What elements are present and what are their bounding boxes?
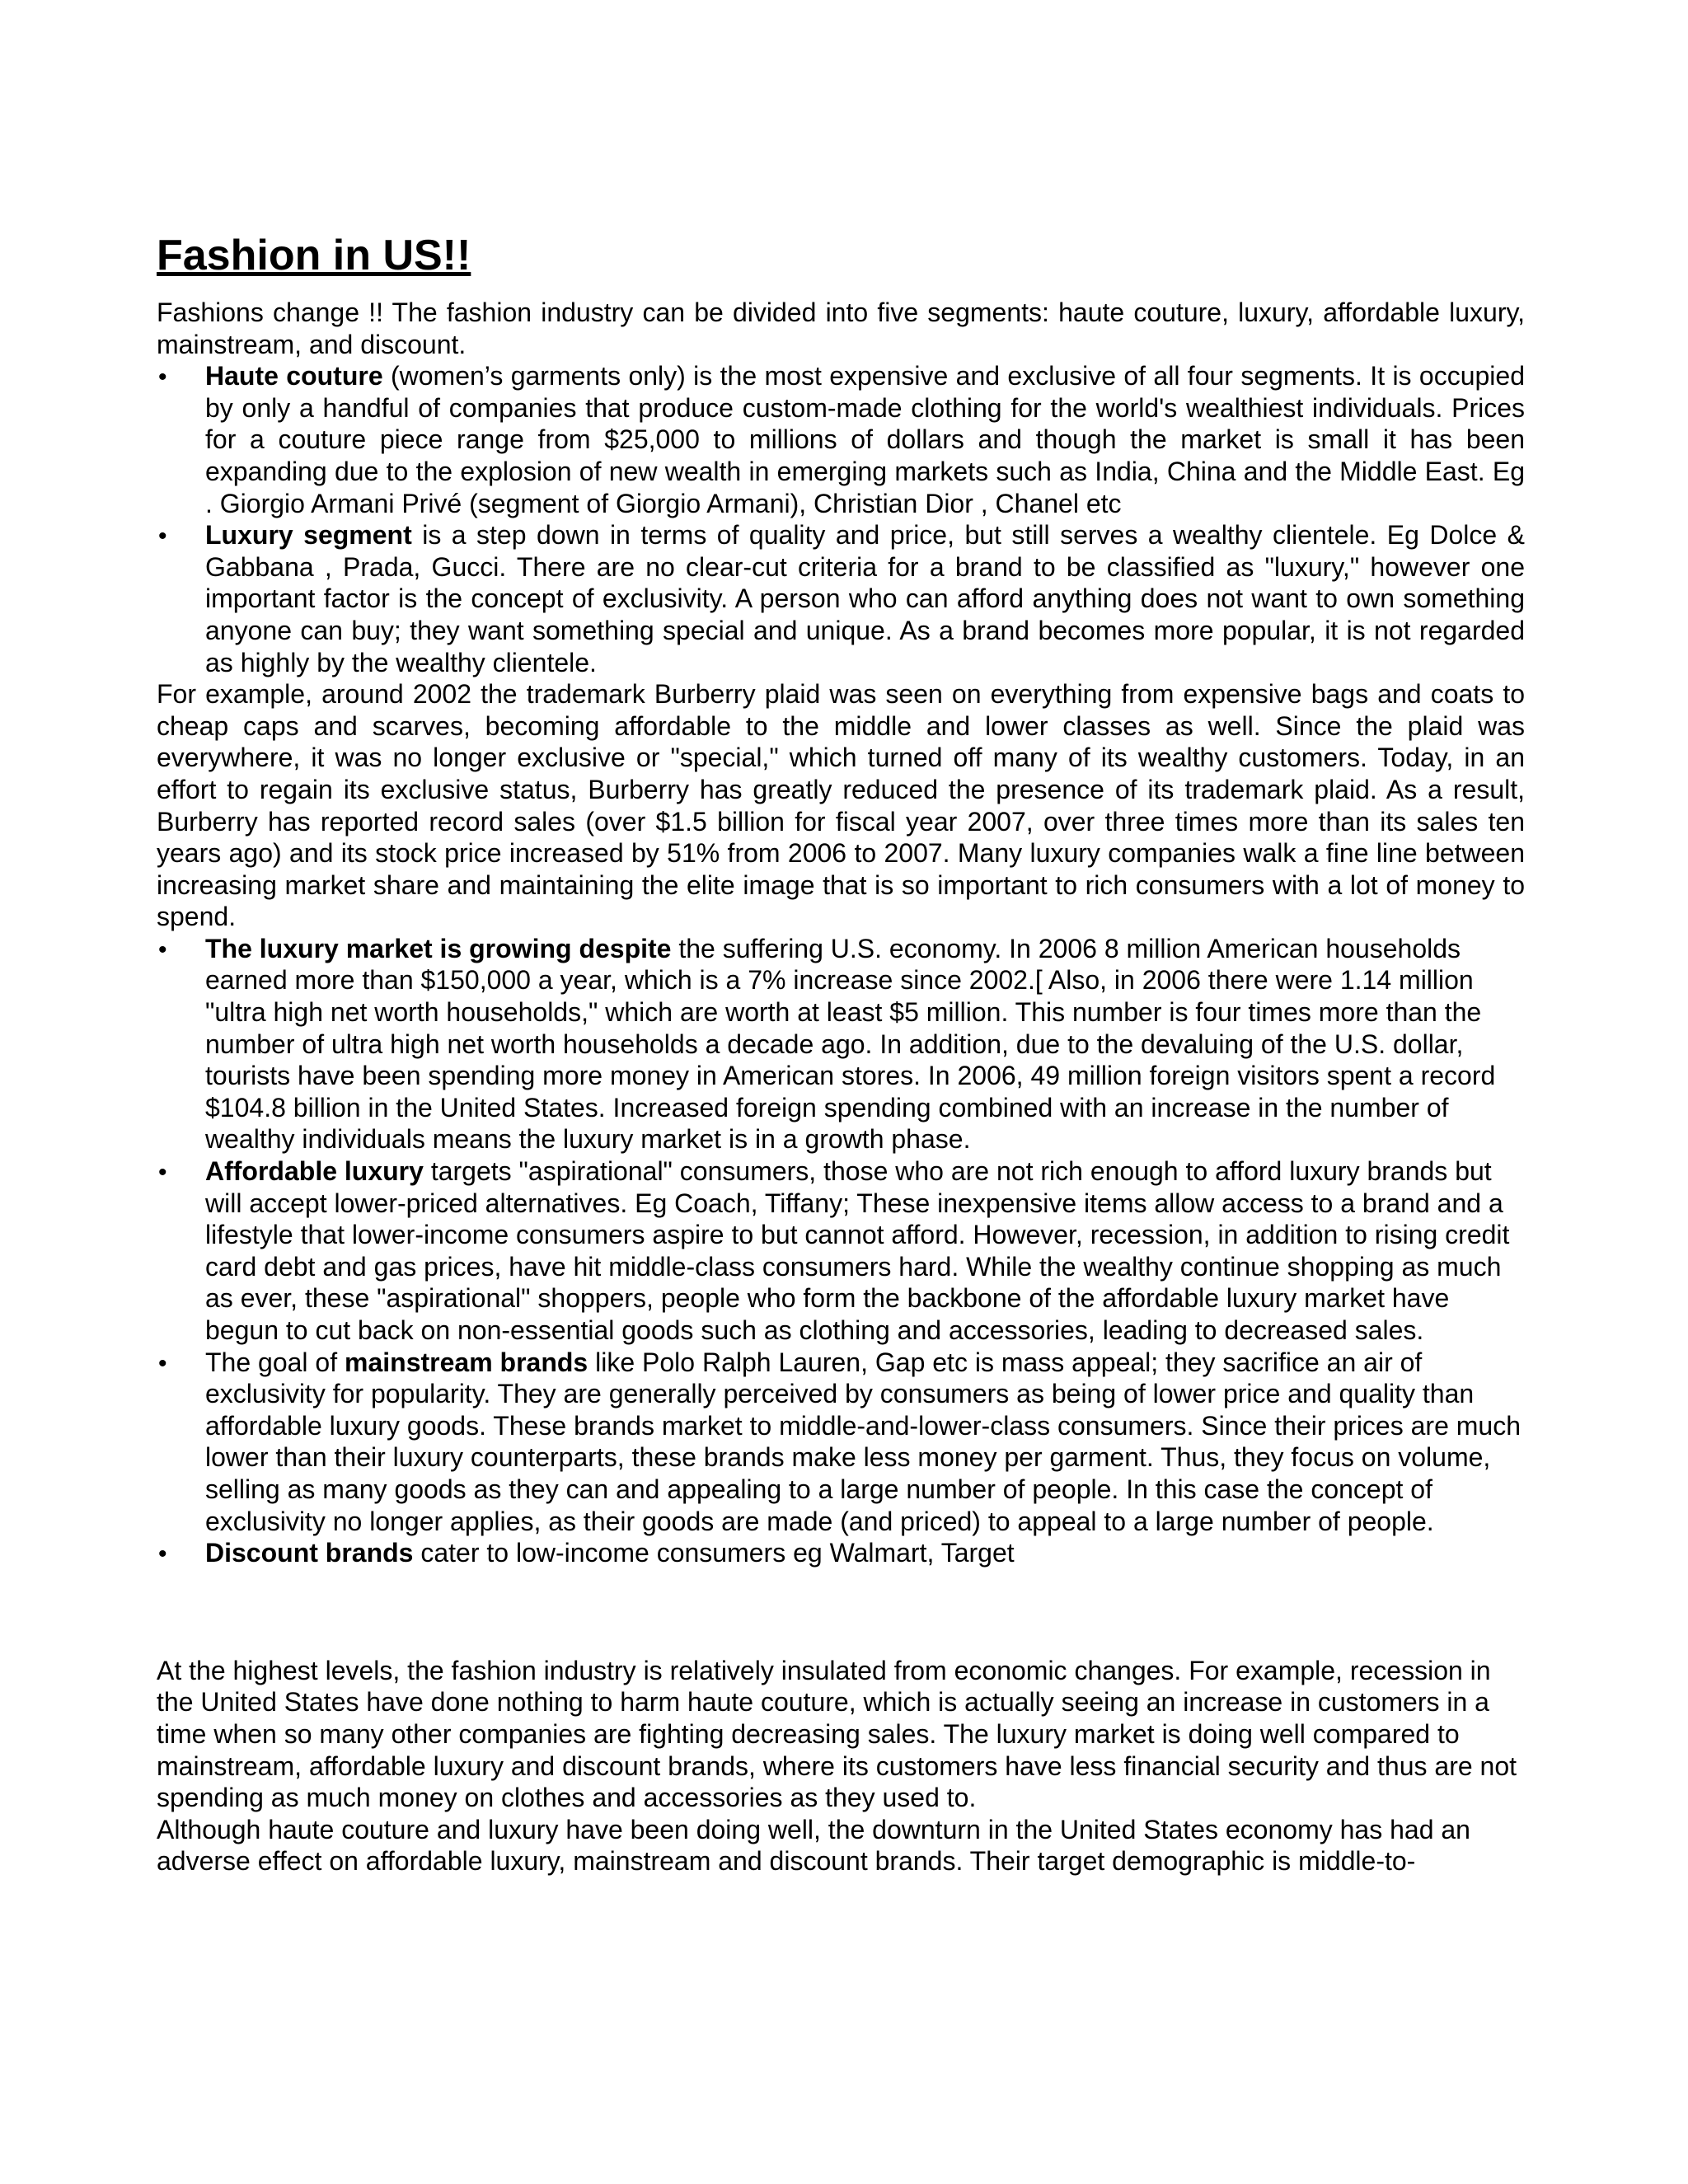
list-item-text [205, 1537, 1525, 1569]
list-item-text [205, 1155, 1525, 1347]
bullet-icon: • [158, 1540, 167, 1568]
term-bold: mainstream brands [345, 1347, 588, 1377]
term-lead: The goal of [205, 1347, 345, 1377]
document-page [157, 223, 1525, 1877]
list-item-mainstream-brands [157, 1347, 1525, 1538]
burberry-example-paragraph: For example, around 2002 the trademark Burberry plaid was seen on everything from expensive bags and coats to cheap caps and scarves, becoming affordable to the middle and lower classes as well. Since the plaid was everywhere, it was no longer exclusive or "special," which turned off many of its wealthy customers. Today, in an effort to regain its exclusive status, Burberry has greatly reduced the presence of its trademark plaid. As a result, Burberry has reported record sales (over $1.5 billion for fiscal year 2007, over three times more than its sales ten years ago) and its stock price increased by 51% from 2006 to 2007. Many luxury companies walk a fine line between increasing market share and maintaining the elite image that is so important to rich consumers with a lot of money to spend. [157, 679, 1525, 932]
bullet-icon: • [158, 523, 167, 551]
list-item-discount-brands [157, 1537, 1525, 1569]
list-item-affordable-luxury [157, 1155, 1525, 1347]
term-bold: Luxury segment [205, 520, 412, 551]
bullet-icon: • [158, 363, 167, 391]
intro-paragraph: Fashions change !! The fashion industry can be divided into five segments: haute couture, luxury, affordable luxury, mainstream, and discount. [157, 298, 1525, 359]
list-item-text [205, 519, 1525, 678]
bullet-icon: • [158, 935, 167, 963]
segment-list-1 [157, 360, 1525, 678]
term-bold: Discount brands [205, 1538, 414, 1568]
term-description: like Polo Ralph Lauren, Gap etc is mass appeal; they sacrifice an air of exclusivity for popularity. They are generally perceived by consumers as being of lower price and quality than affordable luxury goods. These brands market to middle-and-lower-class consumers. Since their prices are much lower than their luxury counterparts, these brands make less money per garment. Thus, they focus on volume, selling as many goods as they can and appealing to a large number of people. In this case the concept of exclusivity no longer applies, as their goods are made (and priced) to appeal to a large number of people. [205, 1347, 1521, 1536]
closing-paragraph-2: Although haute couture and luxury have been doing well, the downturn in the United States economy has had an adverse effect on affordable luxury, mainstream and discount brands. Their target demographic is middle-to- [157, 1814, 1470, 1877]
bullet-icon: • [158, 1349, 167, 1377]
bullet-icon: • [158, 1159, 167, 1187]
list-item-text [205, 1347, 1525, 1538]
term-bold: Haute couture [205, 361, 383, 391]
term-bold: Affordable luxury [205, 1156, 424, 1187]
segment-list-2 [157, 933, 1525, 1569]
term-description: cater to low-income consumers eg Walmart, Target [413, 1538, 1015, 1568]
term-description: (women’s garments only) is the most expensive and exclusive of all four segments. It is occupied by only a handful of companies that produce custom-made clothing for the world's wealthiest individuals. Prices for a couture piece range from $25,000 to millions of dollars and though the market is small it has been expanding due to the explosion of new wealth in emerging markets such as India, China and the Middle East. Eg . Giorgio Armani Privé (segment of Giorgio Armani), Christian Dior , Chanel etc [205, 361, 1526, 518]
closing-paragraph-1: At the highest levels, the fashion industry is relatively insulated from economic changes. For example, recession in the United States have done nothing to harm haute couture, which is actually seeing an increase in customers in a time when so many other companies are fighting decreasing sales. The luxury market is doing well compared to mainstream, affordable luxury and discount brands, where its customers have less financial security and thus are not spending as much money on clothes and accessories as they used to. [157, 1655, 1517, 1813]
term-bold: The luxury market is growing despite [205, 933, 672, 963]
list-item-text [205, 360, 1525, 519]
term-description: the suffering U.S. economy. In 2006 8 million American households earned more than $150,000 a year, which is a 7% increase since 2002.[ Also, in 2006 there were 1.14 million "ultra high net worth households," which are worth at least $5 million. This number is four times more than the number of ultra high net worth households a decade ago. In addition, due to the devaluing of the U.S. dollar, tourists have been spending more money in American stores. In 2006, 49 million foreign visitors spent a record $104.8 billion in the United States. Increased foreign spending combined with an increase in the number of wealthy individuals means the luxury market is in a growth phase. [205, 933, 1496, 1155]
list-item-haute-couture [157, 360, 1525, 519]
list-item-luxury-growth [157, 933, 1525, 1155]
list-item-luxury-segment [157, 519, 1525, 678]
page-title: Fashion in US!! [157, 232, 471, 279]
term-description: is a step down in terms of quality and price, but still serves a wealthy clientele. Eg Dolce & Gabbana , Prada, Gucci. There are no clear-cut criteria for a brand to be classified as "luxury," however one important factor is the concept of exclusivity. A person who can afford anything does not want to own something anyone can buy; they want something special and unique. As a brand becomes more popular, it is not regarded as highly by the wealthy clientele. [205, 520, 1526, 677]
list-item-text [205, 933, 1525, 1155]
term-description: targets "aspirational" consumers, those who are not rich enough to afford luxury brands but will accept lower-priced alternatives. Eg Coach, Tiffany; These inexpensive items allow access to a brand and a lifestyle that lower-income consumers aspire to but cannot afford. However, recession, in addition to rising credit card debt and gas prices, have hit middle-class consumers hard. While the wealthy continue shopping as much as ever, these "aspirational" shoppers, people who form the backbone of the affordable luxury market have begun to cut back on non-essential goods such as clothing and accessories, leading to decreased sales. [205, 1156, 1510, 1345]
